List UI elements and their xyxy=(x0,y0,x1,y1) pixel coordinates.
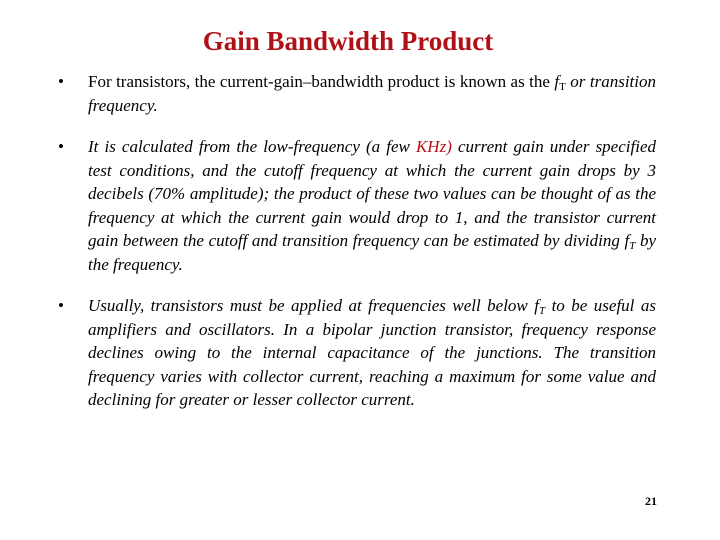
bullet-transition-frequency xyxy=(58,70,656,117)
bullet-text-part: or transition frequency. xyxy=(88,72,656,115)
bullet-text-part: to be useful as amplifiers and oscillators. In a bipolar junction transistor, frequency response declines owing to the internal capacitance of the junctions. The transition frequency varies with collector current, reaching a maximum for some value and declining for greater or lesser collector current. xyxy=(88,296,656,409)
bullet-text-part: It is calculated from the low-frequency (a few xyxy=(88,137,416,156)
khz-highlight: KHz) xyxy=(415,137,452,156)
ft-symbol: f xyxy=(624,231,630,250)
page-number: 21 xyxy=(645,494,657,508)
slide-title: Gain Bandwidth Product xyxy=(202,26,494,56)
bullet-list xyxy=(58,70,656,430)
bullet-calculation xyxy=(58,135,656,276)
bullet-text-part: For transistors, the current-gain–bandwidth product is known as the xyxy=(88,72,555,91)
bullet-marker: • xyxy=(58,137,64,156)
bullet-text-part: current gain under specified test conditions, and the cutoff frequency at which the current gain drops by 3 decibels (70% amplitude); the product of these two values can be thought of as the frequency at which the current gain would drop to 1, and the transistor current gain between the cutoff and transition frequency can be estimated by dividing xyxy=(88,137,656,250)
ft-symbol: f xyxy=(554,72,560,91)
ft-symbol: f xyxy=(534,296,539,315)
ft-subscript: T xyxy=(538,305,546,317)
bullet-text-part: by the frequency. xyxy=(88,231,656,274)
bullet-marker: • xyxy=(58,72,64,91)
bullet-usage xyxy=(58,294,656,412)
ft-subscript: T xyxy=(559,81,566,93)
bullet-marker: • xyxy=(58,296,64,315)
bullet-text-part: Usually, transistors must be applied at frequencies well below xyxy=(88,296,535,315)
ft-subscript: T xyxy=(629,240,636,252)
